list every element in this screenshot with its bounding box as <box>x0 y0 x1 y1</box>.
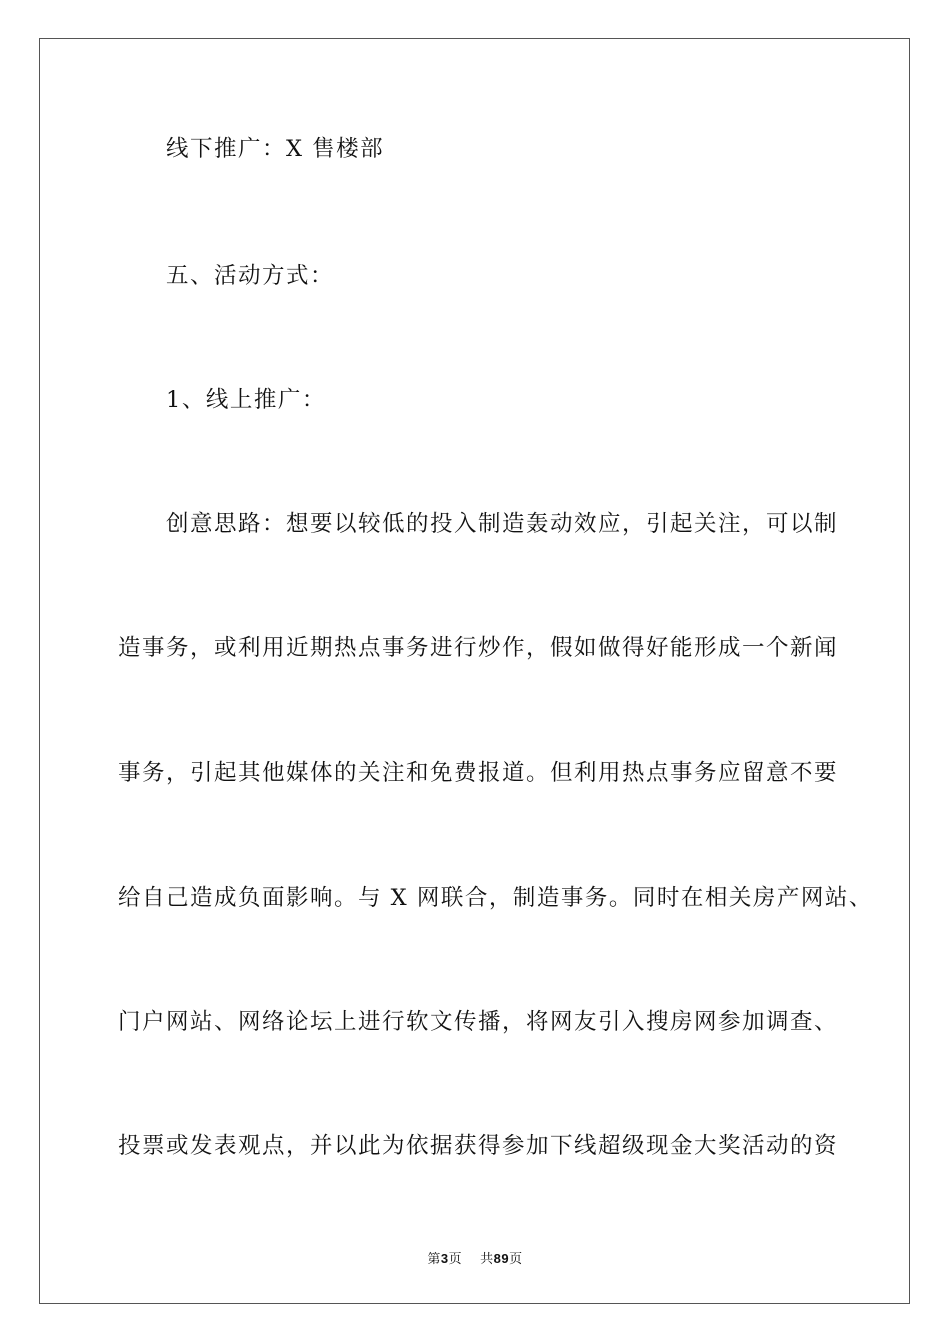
footer-page-prefix: 第 <box>427 1252 441 1267</box>
paragraph-line-2: 造事务，或利用近期热点事务进行炒作，假如做得好能形成一个新闻 <box>118 635 839 661</box>
page-border <box>39 38 910 1304</box>
footer-total-suffix: 页 <box>509 1252 523 1267</box>
section-heading-activity-method: 五、活动方式： <box>166 263 335 289</box>
paragraph-line-1: 创意思路：想要以较低的投入制造轰动效应，引起关注，可以制 <box>166 511 839 537</box>
paragraph-line-4: 给自己造成负面影响。与 X 网联合，制造事务。同时在相关房产网站、 <box>118 885 873 911</box>
paragraph-line-6: 投票或发表观点，并以此为依据获得参加下线超级现金大奖活动的资 <box>118 1133 839 1159</box>
paragraph-line-5: 门户网站、网络论坛上进行软文传播，将网友引入搜房网参加调查、 <box>118 1009 839 1035</box>
footer-total-pages: 89 <box>493 1251 510 1266</box>
footer-total-prefix: 共 <box>480 1252 494 1267</box>
paragraph-line-3: 事务，引起其他媒体的关注和免费报道。但利用热点事务应留意不要 <box>118 760 839 786</box>
subsection-heading-online-promotion: 1、线上推广： <box>166 387 326 413</box>
page-footer <box>0 1248 950 1267</box>
paragraph-line-offline-promotion: 线下推广：X 售楼部 <box>166 136 385 162</box>
footer-page-number: 3 <box>440 1251 449 1266</box>
footer-page-suffix: 页 <box>448 1252 463 1267</box>
